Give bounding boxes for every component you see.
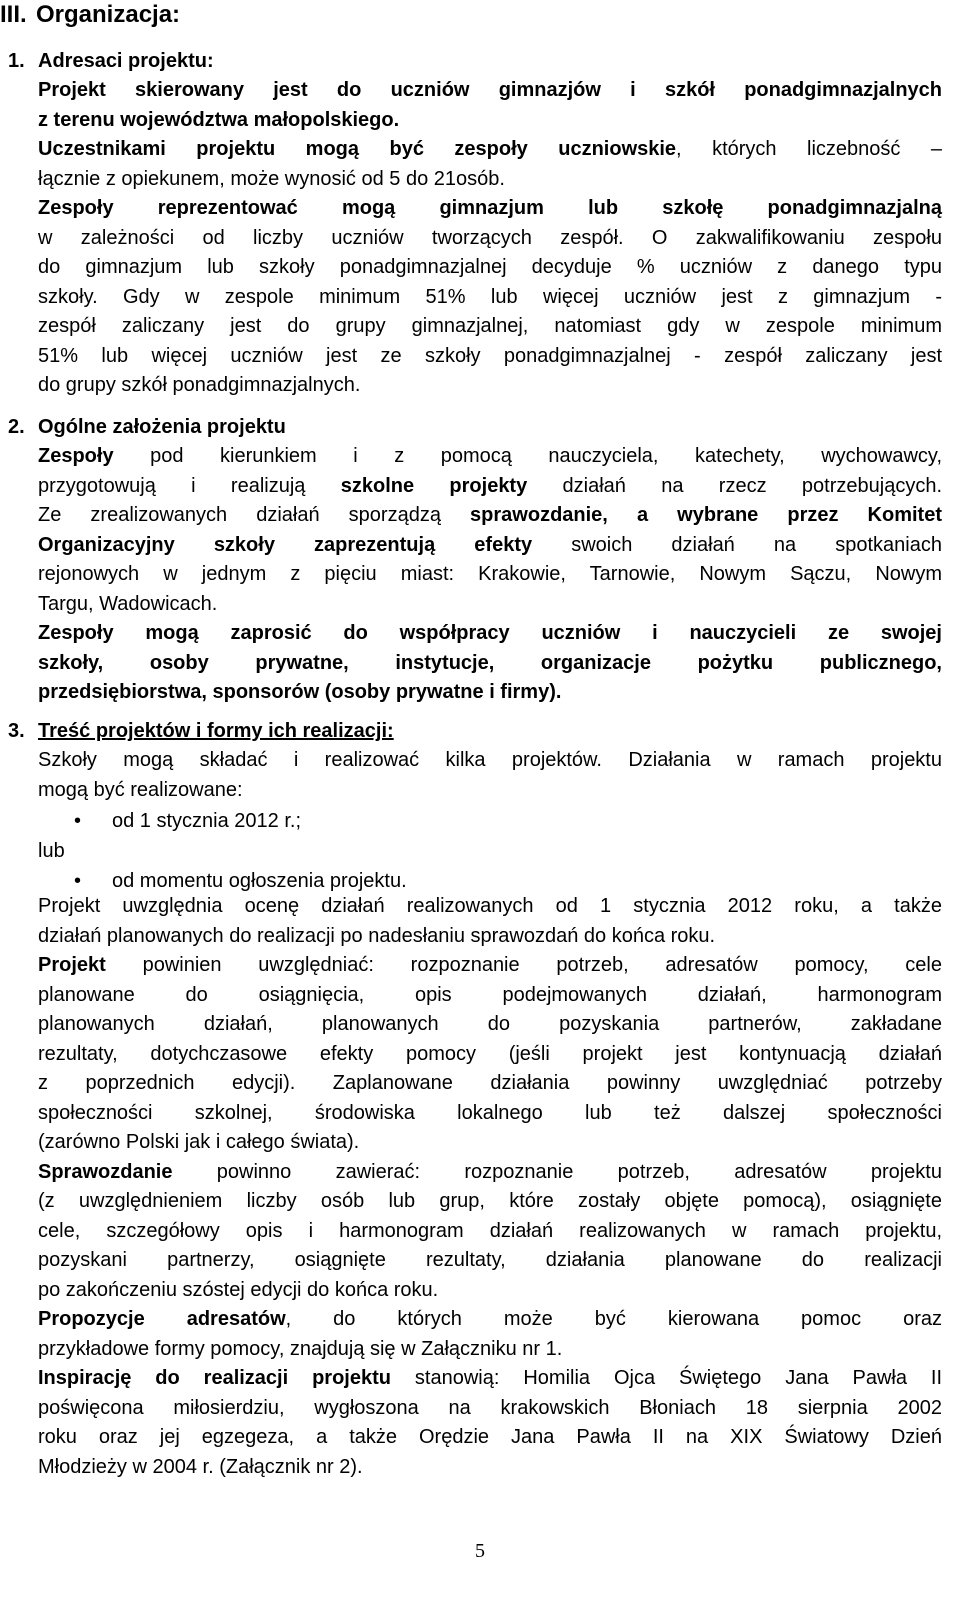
text-line: działań planowanych do realizacji po nadesłaniu sprawozdań do końca roku. — [38, 924, 716, 947]
text-line: roku oraz jej egzegeza, a także Orędzie Jana Pawła II na XIX Światowy Dzień — [38, 1426, 942, 1448]
text-line: (z uwzględnieniem liczby osób lub grup, które zostały objęte pomocą), osiągnięte — [38, 1190, 942, 1212]
text-line: pozyskani partnerzy, osiągnięte rezultaty, działania planowane do realizacji — [38, 1249, 942, 1271]
text-line: Szkoły mogą składać i realizować kilka projektów. Działania w ramach projektu — [38, 749, 942, 771]
text-line: Zespoły mogą zaprosić do współpracy uczniów i nauczycieli ze swojej — [38, 622, 942, 644]
text-line: zespół zaliczany jest do grupy gimnazjalnej, natomiast gdy w zespole minimum — [38, 315, 942, 337]
text-line: poświęcona miłosierdziu, wygłoszona na krakowskich Błoniach 18 sierpnia 2002 — [38, 1396, 942, 1419]
text-line: cele, szczegółowy opis i harmonogram działań realizowanych w ramach projektu, — [38, 1219, 942, 1242]
bullet-icon: • — [74, 870, 82, 892]
subsection-title: Adresaci projektu: — [38, 50, 214, 72]
text-line: Targu, Wadowicach. — [38, 592, 218, 615]
text-line: Sprawozdanie powinno zawierać: rozpoznanie potrzeb, adresatów projektu — [38, 1160, 942, 1183]
subsection-3-body — [38, 892, 942, 1482]
text-line: planowane do osiągnięcia, opis podejmowanych działań, harmonogram — [38, 983, 942, 1006]
text-line: Inspirację do realizacji projektu stanowią: Homilia Ojca Świętego Jana Pawła II — [38, 1367, 943, 1389]
text-line: do grupy szkół ponadgimnazjalnych. — [38, 374, 361, 396]
text-line: przedsiębiorstwa, sponsorów (osoby prywatne i firmy). — [38, 681, 562, 703]
subsection-2-heading — [8, 412, 286, 442]
text-line: szkoły, osoby prywatne, instytucje, organizacje pożytku publicznego, — [38, 651, 942, 674]
list-connector: lub — [38, 840, 65, 862]
list-item: od momentu ogłoszenia projektu. — [112, 870, 407, 892]
text-line: przykładowe formy pomocy, znajdują się w Załączniku nr 1. — [38, 1337, 563, 1360]
text-line: z poprzednich edycji). Zaplanowane działania powinny uwzględniać potrzeby — [38, 1072, 942, 1094]
text-line: Młodzieży w 2004 r. (Załącznik nr 2). — [38, 1455, 363, 1478]
text-line: po zakończeniu szóstej edycji do końca roku. — [38, 1278, 439, 1301]
text-line: w zależności od liczby uczniów tworzących zespół. O zakwalifikowaniu zespołu — [38, 226, 942, 249]
subsection-1-heading — [8, 46, 214, 76]
text-line: 51% lub więcej uczniów jest ze szkoły ponadgimnazjalnej - zespół zaliczany jest — [38, 344, 942, 367]
subsection-number: 3. — [8, 720, 25, 742]
list-item: od 1 stycznia 2012 r.; — [112, 810, 302, 832]
text-line: do gimnazjum lub szkoły ponadgimnazjalnej decyduje % uczniów z danego typu — [38, 256, 942, 278]
subsection-title: Ogólne założenia projektu — [38, 416, 286, 438]
text-line: (zarówno Polski jak i całego świata). — [38, 1131, 360, 1153]
text-line: Uczestnikami projektu mogą być zespoły uczniowskie, których liczebność – — [38, 138, 942, 160]
text-line: Organizacyjny szkoły zaprezentują efekty swoich działań na spotkaniach — [38, 533, 942, 556]
text-line: Projekt uwzględnia ocenę działań realizowanych od 1 stycznia 2012 roku, a także — [38, 895, 942, 917]
text-line: przygotowują i realizują szkolne projekty działań na rzecz potrzebujących. — [38, 474, 942, 497]
text-line: Projekt powinien uwzględniać: rozpoznanie potrzeb, adresatów pomocy, cele — [38, 954, 942, 976]
subsection-3-heading — [8, 716, 394, 746]
text-line: rejonowych w jednym z pięciu miast: Krakowie, Tarnowie, Nowym Sączu, Nowym — [38, 563, 942, 585]
text-line: Zespoły pod kierunkiem i z pomocą nauczyciela, katechety, wychowawcy, — [38, 445, 942, 467]
text-line: rezultaty, dotychczasowe efekty pomocy (jeśli projekt jest kontynuacją działań — [38, 1042, 942, 1065]
text-line: szkoły. Gdy w zespole minimum 51% lub więcej uczniów jest z gimnazjum - — [38, 285, 942, 308]
heading-number: III. — [0, 1, 27, 28]
subsection-number: 2. — [8, 416, 25, 438]
text-line: społeczności szkolnej, środowiska lokalnego lub też dalszej społeczności — [38, 1101, 942, 1124]
text-line: z terenu województwa małopolskiego. — [38, 108, 400, 131]
text-line: łącznie z opiekunem, może wynosić od 5 do 21osób. — [38, 167, 505, 190]
subsection-2-body — [38, 442, 942, 708]
text-line: Propozycje adresatów, do których może być kierowana pomoc oraz — [38, 1308, 942, 1330]
subsection-title: Treść projektów i formy ich realizacji: — [38, 720, 394, 742]
text-line: Ze zrealizowanych działań sporządzą sprawozdanie, a wybrane przez Komitet — [38, 504, 943, 526]
section-heading — [0, 0, 180, 30]
heading-title: Organizacja: — [36, 1, 181, 28]
subsection-1-body — [38, 76, 942, 401]
text-line: Projekt skierowany jest do uczniów gimnazjów i szkół ponadgimnazjalnych — [38, 79, 942, 101]
page-number: 5 — [475, 1540, 485, 1562]
text-line: planowanych działań, planowanych do pozyskania partnerów, zakładane — [38, 1013, 942, 1035]
subsection-number: 1. — [8, 50, 25, 72]
bullet-icon: • — [74, 810, 82, 832]
subsection-3-intro — [38, 746, 942, 805]
text-line: mogą być realizowane: — [38, 778, 243, 801]
text-line: Zespoły reprezentować mogą gimnazjum lub szkołę ponadgimnazjalną — [38, 197, 942, 219]
